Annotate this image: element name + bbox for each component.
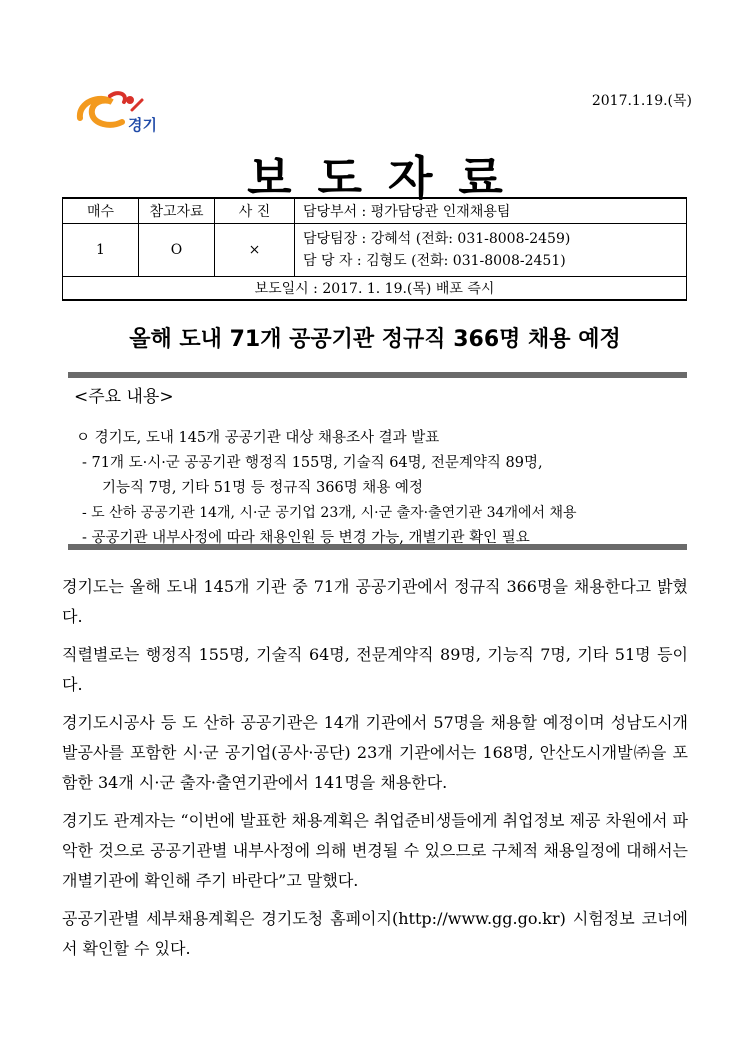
summary-line: - 71개 도·시·군 공공기관 행정직 155명, 기술직 64명, 전문계약직 89명,: [82, 455, 543, 471]
body-paragraph: 경기도는 올해 도내 145개 기관 중 71개 공공기관에서 정규직 366명을 채용한다고 밝혔다.: [62, 577, 688, 626]
summary-line: - 도 산하 공공기관 14개, 시·군 공기업 23개, 시·군 출자·출연기관 34개에서 채용: [82, 505, 577, 521]
reference-header: 참고자료: [139, 198, 215, 224]
photo-header: 사 진: [215, 198, 295, 224]
summary-title: <주요 내용>: [74, 387, 174, 407]
logo-sub-text: 경기: [128, 116, 157, 134]
article-body: [62, 572, 688, 972]
headline: 올해 도내 71개 공공기관 정규직 366명 채용 예정: [129, 327, 621, 352]
photo-value: ×: [215, 224, 295, 277]
release-time: 보도일시 : 2017. 1. 19.(목) 배포 즉시: [63, 277, 687, 301]
count-value: 1: [63, 224, 139, 277]
contact-cell: [295, 224, 687, 277]
count-header: 매수: [63, 198, 139, 224]
contact-team-lead: 담당팀장 : 강혜석 (전화: 031-8008-2459): [303, 231, 571, 247]
body-paragraph: 직렬별로는 행정직 155명, 기술직 64명, 전문계약직 89명, 기능직 7명, 기타 51명 등이다.: [62, 645, 688, 694]
release-date: 2017.1.19.(목): [591, 93, 692, 109]
contact-staff: 담 당 자 : 김형도 (전화: 031-8008-2451): [303, 253, 566, 269]
summary-line: ㅇ 경기도, 도내 145개 공공기관 대상 채용조사 결과 발표: [76, 430, 440, 446]
page-title: 보도자료: [247, 151, 529, 205]
body-paragraph: 공공기관별 세부채용계획은 경기도청 홈페이지(http://www.gg.go.kr) 시험정보 코너에서 확인할 수 있다.: [62, 909, 688, 958]
body-paragraph: 경기도시공사 등 도 산하 공공기관은 14개 기관에서 57명을 채용할 예정이며 성남도시개발공사를 포함한 시·군 공기업(공사·공단) 23개 기관에서는 168명, 안산도시개발㈜을 포함한 34개 시·군 출자·출연기관에서 141명을 채용한다.: [62, 713, 688, 792]
reference-value: O: [139, 224, 215, 277]
summary-box: [68, 372, 687, 550]
department-line: 담당부서 : 평가담당관 인재채용팀: [295, 198, 687, 224]
info-table: [62, 197, 687, 301]
summary-line: - 공공기관 내부사정에 따라 채용인원 등 변경 가능, 개별기관 확인 필요: [82, 530, 530, 546]
gyeonggi-logo: [70, 88, 180, 138]
summary-lines: [76, 426, 577, 551]
logo-mark-icon: [70, 88, 180, 138]
body-paragraph: 경기도 관계자는 “이번에 발표한 채용계획은 취업준비생들에게 취업정보 제공 차원에서 파악한 것으로 공공기관별 내부사정에 의해 변경될 수 있으므로 구체적 채용일정에 대해서는 개별기관에 확인해 주기 바란다”고 말했다.: [62, 811, 688, 890]
summary-line: 기능직 7명, 기타 51명 등 정규직 366명 채용 예정: [102, 480, 423, 496]
